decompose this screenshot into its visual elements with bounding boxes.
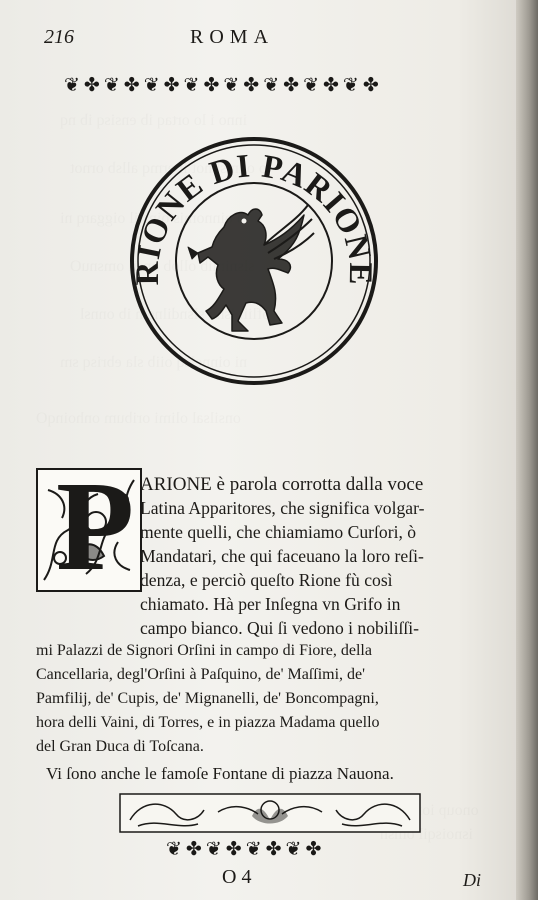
fleuron-icon: ✤ [185, 839, 202, 860]
text-line: chiamato. Hà per Inſegna vn Grifo in [140, 594, 401, 614]
text-line: del Gran Duca di Toſcana. [36, 738, 204, 755]
bottom-fleuron-border [166, 840, 321, 859]
closing-line: Vi ſono anche le famoſe Fontane di piazza Nauona. [46, 764, 394, 783]
running-title: ROMA [190, 26, 275, 48]
book-spine-shadow [516, 0, 538, 900]
fleuron-icon: ❦ [223, 75, 240, 96]
text-line: Mandatari, che qui faceuano la loro reſi- [140, 546, 424, 566]
text-line: denza, e perciò queſto Rione fù così [140, 570, 393, 590]
text-line: campo bianco. Qui ſi vedono i nobiliſſi- [140, 618, 420, 638]
catchword: Di [463, 870, 481, 890]
fleuron-icon: ✤ [83, 75, 100, 96]
fleuron-icon: ❦ [342, 75, 359, 96]
fleuron-icon: ✤ [283, 75, 300, 96]
fleuron-icon: ❦ [64, 75, 80, 96]
rione-seal [128, 135, 380, 387]
fleuron-icon: ❦ [166, 839, 182, 860]
fleuron-icon: ✤ [225, 839, 242, 860]
fleuron-icon: ✤ [243, 75, 260, 96]
text-line: Cancellaria, degl'Orſini à Paſquino, de' Maſſimi, de' [36, 666, 366, 683]
page-number: 216 [44, 26, 74, 48]
fleuron-icon: ❦ [303, 75, 319, 96]
fleuron-icon: ❦ [103, 75, 120, 96]
fleuron-icon: ✤ [203, 75, 220, 96]
fountain-cherub-ornament [118, 790, 422, 836]
fleuron-icon: ❦ [245, 839, 262, 860]
fleuron-icon: ✤ [305, 839, 322, 860]
fleuron-icon: ✤ [123, 75, 140, 96]
top-fleuron-border [64, 76, 379, 95]
text-line: Latina Apparitores, che significa volgar- [140, 498, 425, 518]
fleuron-icon: ❦ [183, 75, 200, 96]
griffin-icon [188, 205, 314, 331]
fleuron-icon: ❦ [263, 75, 280, 96]
text-line: ARIONE è parola corrotta dalla voce [140, 474, 424, 495]
text-line: mente quelli, che chiamiamo Curſori, ò [140, 522, 417, 542]
ornamental-initial [36, 468, 142, 592]
fleuron-icon: ✤ [362, 75, 379, 96]
text-line: mi Palazzi de Signori Orſini in campo di Fiore, della [36, 642, 372, 659]
text-line: hora delli Vaini, di Torres, e in piazza Madama quello [36, 714, 380, 731]
fleuron-icon: ❦ [143, 75, 160, 96]
fleuron-icon: ✤ [322, 75, 339, 96]
signature-mark: O 4 [222, 866, 252, 888]
dropcap-letter: P [56, 468, 135, 592]
text-line: Pamfilij, de' Cupis, de' Mignanelli, de' Boncompagni, [36, 690, 379, 707]
fleuron-icon: ❦ [205, 839, 222, 860]
seal-inscription: RIONE DI PARIONE [129, 148, 379, 286]
fleuron-icon: ✤ [163, 75, 180, 96]
fleuron-icon: ✤ [265, 839, 282, 860]
fleuron-icon: ❦ [285, 839, 302, 860]
